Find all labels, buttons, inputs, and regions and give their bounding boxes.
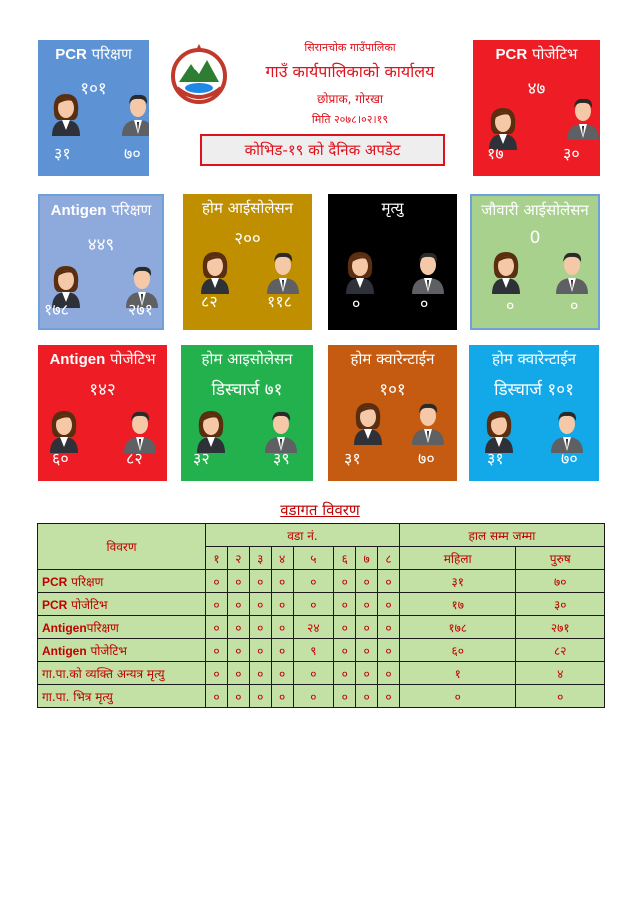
stat-tile — [328, 345, 457, 481]
ward-cell: ० — [206, 685, 228, 708]
male-count: ७० — [418, 449, 435, 468]
table-row — [38, 616, 605, 639]
tile-total-value: १४२ — [89, 380, 116, 400]
tile-title-latin: PCR — [55, 46, 87, 63]
ward-cell: ० — [227, 639, 249, 662]
tile-title — [38, 349, 167, 369]
ward-table — [37, 523, 605, 708]
row-label — [38, 639, 206, 662]
male-count: ३९ — [273, 449, 290, 468]
ward-cell: ० — [271, 685, 293, 708]
male-count: ० — [570, 296, 579, 315]
stat-tile — [38, 40, 149, 176]
ward-cell: ० — [356, 570, 378, 593]
tile-title — [328, 198, 457, 218]
female-avatar-icon — [348, 399, 388, 447]
tile-title — [38, 44, 149, 64]
tile-total-value: १०१ — [379, 380, 406, 400]
female-count: १७ — [487, 144, 504, 163]
male-total-cell: ४ — [516, 662, 605, 685]
male-avatar-icon — [263, 248, 303, 296]
ward-cell: ० — [356, 593, 378, 616]
female-total-cell: ३१ — [399, 570, 516, 593]
ward-cell: ० — [378, 685, 400, 708]
male-total-cell: ३० — [516, 593, 605, 616]
female-count: ३२ — [193, 449, 210, 468]
ward-cell: २४ — [293, 616, 334, 639]
ward-cell: ० — [293, 662, 334, 685]
table-row — [38, 639, 605, 662]
ward-cell: ० — [206, 616, 228, 639]
ward-cell: ० — [227, 685, 249, 708]
ward-cell: ० — [356, 639, 378, 662]
female-avatar-icon — [486, 248, 526, 296]
ward-cell: ० — [356, 662, 378, 685]
ward-cell: ० — [378, 662, 400, 685]
tile-title-text: होम क्वारेन्टाईन — [350, 350, 435, 368]
female-total-cell: ६० — [399, 639, 516, 662]
ward-cell: ० — [378, 616, 400, 639]
ward-cell: ० — [293, 570, 334, 593]
female-total-cell: १७ — [399, 593, 516, 616]
tile-title-text: जौवारी आईसोलेसन — [481, 201, 589, 219]
ward-cell: ० — [293, 593, 334, 616]
row-label — [38, 616, 206, 639]
table-row — [38, 662, 605, 685]
ward-number-cell: ५ — [293, 547, 334, 570]
male-avatar-icon — [118, 90, 149, 138]
male-count: २७१ — [128, 300, 153, 319]
tile-title — [472, 200, 598, 220]
nepal-emblem-icon — [169, 44, 229, 104]
ward-cell: ० — [206, 593, 228, 616]
tile-title-text: परिक्षण — [106, 201, 152, 219]
tile-title-text: पोजेटिभ — [527, 45, 578, 63]
tile-title-latin: PCR — [495, 46, 528, 63]
male-count: ११८ — [267, 292, 292, 311]
row-label — [38, 685, 206, 708]
female-count: ३१ — [487, 449, 504, 468]
office-location: छोप्राक, गोरखा — [317, 92, 383, 106]
ward-cell: ० — [378, 639, 400, 662]
tile-total-value: १०१ — [80, 79, 107, 99]
ward-cell: ० — [227, 570, 249, 593]
male-avatar-icon — [552, 248, 592, 296]
ward-cell: ० — [293, 685, 334, 708]
total-header: हाल सम्म जम्मा — [399, 524, 604, 547]
female-count: ६० — [52, 449, 69, 468]
female-count: ३१ — [344, 449, 361, 468]
tile-total-value: डिस्चार्ज १०१ — [494, 380, 574, 400]
male-count: ७० — [124, 144, 141, 163]
ward-section-title: वडागत विवरण — [280, 501, 360, 519]
row-label-latin: PCR — [42, 597, 68, 612]
tile-total-value: 0 — [529, 228, 541, 248]
male-count: ० — [420, 294, 429, 313]
ward-cell: ० — [249, 593, 271, 616]
row-label — [38, 662, 206, 685]
ward-cell: ० — [227, 616, 249, 639]
report-date: मिति २०७८।०२।१९ — [311, 113, 389, 126]
stat-tile — [183, 194, 312, 330]
ward-cell: ९ — [293, 639, 334, 662]
ward-cell: ० — [206, 639, 228, 662]
ward-cell: ० — [271, 662, 293, 685]
male-total-header: पुरुष — [516, 547, 605, 570]
tile-title-text: पोजेटिभ — [105, 350, 156, 368]
ward-cell: ० — [356, 685, 378, 708]
office-title: गाउँ कार्यपालिकाको कार्यालय — [265, 62, 435, 81]
ward-number-cell: ३ — [249, 547, 271, 570]
ward-cell: ० — [334, 685, 356, 708]
municipality-name: सिरानचोक गाउँपालिका — [304, 41, 396, 54]
tile-title — [328, 349, 457, 369]
male-count: ७० — [561, 449, 578, 468]
table-row — [38, 593, 605, 616]
row-label-latin: Antigen — [42, 643, 87, 658]
row-label — [38, 593, 206, 616]
ward-cell: ० — [378, 570, 400, 593]
ward-cell: ० — [249, 639, 271, 662]
stat-tile — [38, 194, 164, 330]
row-label-latin: PCR — [42, 574, 68, 589]
ward-cell: ० — [334, 639, 356, 662]
female-avatar-icon — [340, 248, 380, 296]
tile-title — [181, 349, 313, 369]
row-label-text: परिक्षण — [67, 574, 104, 589]
ward-cell: ० — [334, 570, 356, 593]
male-avatar-icon — [408, 399, 448, 447]
ward-cell: ० — [206, 662, 228, 685]
ward-cell: ० — [356, 616, 378, 639]
female-count: ८२ — [201, 292, 218, 311]
female-total-header: महिला — [399, 547, 516, 570]
tile-title-text: होम क्वारेन्टाईन — [492, 350, 576, 368]
ward-cell: ० — [271, 570, 293, 593]
male-total-cell: ८२ — [516, 639, 605, 662]
ward-number-cell: १ — [206, 547, 228, 570]
office-header — [165, 38, 465, 178]
ward-cell: ० — [206, 570, 228, 593]
male-avatar-icon — [408, 248, 448, 296]
ward-cell: ० — [227, 593, 249, 616]
daily-update-title: कोभिड-१९ को दैनिक अपडेट — [200, 134, 445, 166]
male-count: ३० — [563, 144, 580, 163]
stat-tile — [469, 345, 599, 481]
ward-cell: ० — [249, 570, 271, 593]
row-label — [38, 570, 206, 593]
tile-title — [469, 349, 599, 369]
stat-tile — [328, 194, 457, 330]
male-count: ८२ — [126, 449, 143, 468]
ward-number-cell: ४ — [271, 547, 293, 570]
stat-tile — [38, 345, 167, 481]
row-label-text: पोजेटिभ — [86, 643, 127, 658]
male-total-cell: ० — [516, 685, 605, 708]
female-avatar-icon — [195, 248, 235, 296]
female-total-cell: १ — [399, 662, 516, 685]
ward-number-cell: ६ — [334, 547, 356, 570]
ward-cell: ० — [271, 639, 293, 662]
tile-title-text: मृत्यु — [381, 199, 404, 217]
female-count: ३१ — [54, 144, 71, 163]
tile-title-latin: Antigen — [50, 202, 107, 219]
male-avatar-icon — [563, 94, 600, 142]
tile-total-value: ४४९ — [87, 235, 115, 255]
female-total-cell: १७८ — [399, 616, 516, 639]
ward-cell: ० — [334, 662, 356, 685]
tile-total-value: २०० — [234, 229, 261, 249]
ward-cell: ० — [249, 616, 271, 639]
row-label-text: पोजेटिभ — [67, 597, 108, 612]
row-label-text: परिक्षण — [86, 620, 119, 635]
ward-cell: ० — [271, 616, 293, 639]
tile-title-text: होम आईसोलेसन — [202, 199, 293, 217]
row-label-latin: Antigen — [42, 620, 87, 635]
ward-number-cell: ७ — [356, 547, 378, 570]
table-row — [38, 685, 605, 708]
ward-cell: ० — [378, 593, 400, 616]
male-total-cell: ७० — [516, 570, 605, 593]
tile-title-latin: Antigen — [49, 351, 106, 368]
ward-cell: ० — [334, 616, 356, 639]
tile-total-value: ४७ — [527, 79, 546, 99]
female-avatar-icon — [46, 90, 86, 138]
ward-cell: ० — [271, 593, 293, 616]
row-label-text: गा.पा.को व्यक्ति अन्यत्र मृत्यु — [42, 666, 165, 681]
male-total-cell: २७१ — [516, 616, 605, 639]
tile-title-text: परिक्षण — [86, 45, 132, 63]
stat-tile — [181, 345, 313, 481]
ward-cell: ० — [227, 662, 249, 685]
row-label-text: गा.पा. भित्र मृत्यु — [42, 689, 113, 704]
tile-title-text: होम आइसोलेसन — [201, 350, 293, 368]
ward-number-cell: २ — [227, 547, 249, 570]
female-total-cell: ० — [399, 685, 516, 708]
stat-tile — [473, 40, 600, 176]
stat-tile — [470, 194, 600, 330]
ward-cell: ० — [334, 593, 356, 616]
tile-title — [473, 44, 600, 64]
tile-total-value: डिस्चार्ज ७१ — [211, 380, 283, 400]
tile-title — [183, 198, 312, 218]
female-count: ० — [352, 294, 361, 313]
tile-title — [40, 200, 162, 220]
ward-number-header: वडा नं. — [206, 524, 400, 547]
ward-cell: ० — [249, 662, 271, 685]
female-count: १७८ — [44, 300, 69, 319]
col-label-header: विवरण — [38, 524, 206, 570]
female-count: ० — [506, 296, 515, 315]
ward-cell: ० — [249, 685, 271, 708]
ward-number-cell: ८ — [378, 547, 400, 570]
table-row — [38, 570, 605, 593]
